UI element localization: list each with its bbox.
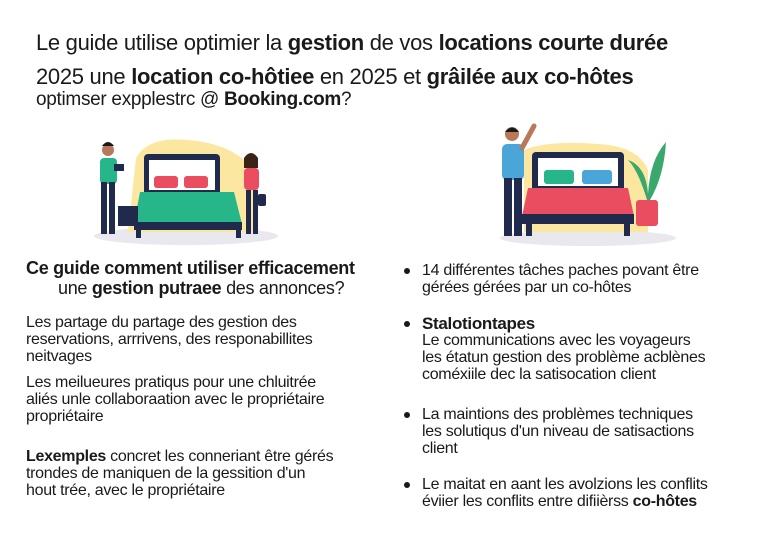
pillow-red — [184, 176, 208, 188]
bullet-line: La maintions des problèmes techniques — [422, 406, 693, 423]
paragraph-line: propriétaire — [26, 408, 104, 425]
bullet-dot-icon — [404, 321, 410, 327]
pillow-red — [154, 176, 178, 188]
bed-leg — [526, 224, 532, 236]
left-paragraph-2 — [26, 374, 324, 425]
person-shirt — [244, 168, 259, 190]
person-tablet — [114, 164, 124, 171]
left-heading-text: une — [58, 278, 92, 298]
title-text: de vos — [363, 30, 439, 55]
left-heading-text: des annonces? — [221, 278, 345, 298]
bullet-line: gérées gérées par un co-hôtes — [422, 279, 632, 296]
left-heading-line: Ce guide comment utiliser efficacement — [26, 258, 355, 278]
bullet-dot-icon — [404, 268, 410, 274]
person-leg — [246, 190, 251, 234]
title-line-3 — [36, 89, 351, 111]
bullet-line: les étatun gestion des problème acblènes — [422, 349, 706, 366]
paragraph-line: neitvages — [26, 348, 92, 365]
bed-leg — [236, 230, 241, 238]
bullet-dot-icon — [404, 412, 410, 418]
bullet-heading: Stalotiontapes — [422, 314, 535, 333]
bullet-line: coméxiile dec la satisocation client — [422, 366, 656, 383]
paragraph-line — [26, 448, 333, 465]
paragraph-line: hout trée, avec le propriétaire — [26, 482, 225, 499]
paragraph-line: Les meilueures pratiqus pour une chluitrée — [26, 374, 316, 391]
bullet-line: Le communications avec les voyageurs — [422, 332, 691, 349]
person-leg — [253, 190, 258, 234]
paragraph-line: reservations, arrrivens, des responabillites — [26, 331, 313, 348]
paragraph-text: concret les conneriant être gérés — [106, 448, 334, 465]
person-hair — [102, 142, 114, 146]
person-leg — [101, 182, 107, 234]
bed-frame — [522, 214, 634, 224]
title-line-2 — [36, 64, 633, 90]
title-bold: grâilée aux co-hôtes — [426, 64, 634, 89]
title-line-1 — [36, 30, 668, 56]
person-bag — [258, 194, 266, 206]
title-text: 2025 une — [36, 64, 132, 89]
paragraph-line: aliés unle collaboraation avec le propriétaire — [26, 391, 325, 408]
bullet-line: 14 différentes tâches paches povant être — [422, 262, 699, 279]
bed-leg — [624, 224, 630, 236]
person-leg — [514, 178, 522, 236]
pillow-teal — [544, 170, 574, 184]
bed-blanket — [522, 188, 634, 216]
person-leg — [109, 182, 115, 234]
bed-blanket — [134, 192, 242, 224]
bullet-item — [404, 262, 699, 296]
bullet-dot-icon — [404, 482, 410, 488]
title-bold: locations courte durée — [438, 30, 668, 55]
title-bold: gestion — [287, 30, 364, 55]
left-paragraph-1 — [26, 314, 313, 365]
bullet-item — [404, 476, 708, 510]
title-text: Le guide utilise optimier la — [36, 30, 288, 55]
bullet-line: Le maitat en aant les avolzions les conflits — [422, 476, 708, 493]
title-text: en 2025 et — [314, 64, 427, 89]
paragraph-line: trondes de maniquen de la gessition d'un — [26, 465, 306, 482]
left-paragraph-3 — [26, 448, 333, 499]
nightstand — [118, 206, 138, 226]
bed-frame — [134, 222, 242, 230]
bullet-line — [422, 493, 708, 510]
title-text: ? — [341, 89, 352, 110]
bullet-line: les solutiqus d'un niveau de satisactions — [422, 423, 694, 440]
left-heading — [26, 258, 355, 298]
bullet-item — [404, 406, 694, 457]
hosts-bed-illustration — [88, 136, 278, 248]
title-bold: location co-hôtiee — [131, 64, 315, 89]
pillow-blue — [582, 170, 612, 184]
bullet-item — [404, 315, 705, 383]
person-leg — [504, 178, 512, 236]
person-hair — [505, 128, 519, 133]
title-text: optimser expplestrc @ — [36, 89, 224, 110]
plant-pot — [636, 200, 658, 226]
left-heading-bold: gestion putraee — [91, 278, 222, 298]
title-bold: Booking.com — [223, 89, 342, 110]
left-heading-line — [26, 278, 355, 298]
paragraph-line: Les partage du partage des gestion des — [26, 314, 297, 331]
person-hair — [244, 153, 258, 168]
host-bed-plant-illustration — [488, 120, 678, 248]
bullet-text: éviier les conflits entre difiièrss — [422, 493, 633, 510]
bullet-bold: co-hôtes — [632, 493, 697, 510]
person-arm-raised — [522, 126, 534, 148]
paragraph-bold: Lexemples — [26, 448, 107, 465]
bed-leg — [136, 230, 141, 238]
bullet-line: client — [422, 440, 458, 457]
